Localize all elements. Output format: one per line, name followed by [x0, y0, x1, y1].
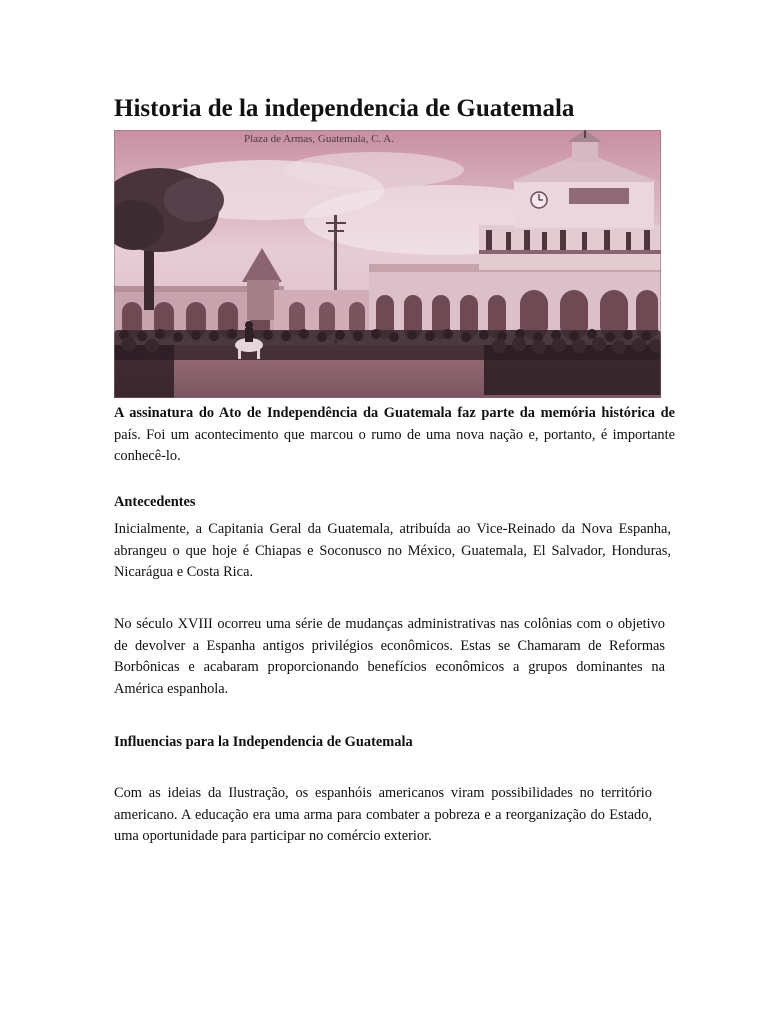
document-title: Historia de la independencia de Guatemala — [114, 95, 575, 122]
photo-caption: Plaza de Armas, Guatemala, C. A. — [244, 133, 394, 145]
section-heading-influencias: Influencias para la Independencia de Guatemala — [114, 734, 413, 750]
intro-paragraph — [114, 403, 675, 468]
intro-bold-text: A assinatura do Ato de Independência da Guatemala faz parte da memória histórica de — [114, 405, 675, 421]
section-heading-antecedentes: Antecedentes — [114, 494, 196, 510]
paragraph-antecedentes-2: No século XVIII ocorreu uma série de mudanças administrativas nas colônias com o objetivo de devolver a Espanha antigos privilégios econômicos. Estas se Chamaram de Reformas Borbônicas e acabaram proporcionando benefícios econômicos a grupos dominantes na América espanhola. — [114, 616, 665, 697]
paragraph-influencias-1: Com as ideias da Ilustração, os espanhóis americanos viram possibilidades no território americano. A educação era uma arma para combater a pobreza e a reorganização do Estado, uma oportunidade para participar no comércio exterior. — [114, 785, 652, 844]
intro-text: país. Foi um acontecimento que marcou o rumo de uma nova nação e, portanto, é importante conhecê-lo. — [114, 426, 675, 464]
paragraph-antecedentes-1: Inicialmente, a Capitania Geral da Guatemala, atribuída ao Vice-Reinado da Nova Espanha, abrangeu o que hoje é Chiapas e Soconusco no México, Guatemala, El Salvador, Honduras, Nicarágua e Costa Rica. — [114, 521, 671, 580]
plaza-crowd-photo — [114, 130, 661, 398]
